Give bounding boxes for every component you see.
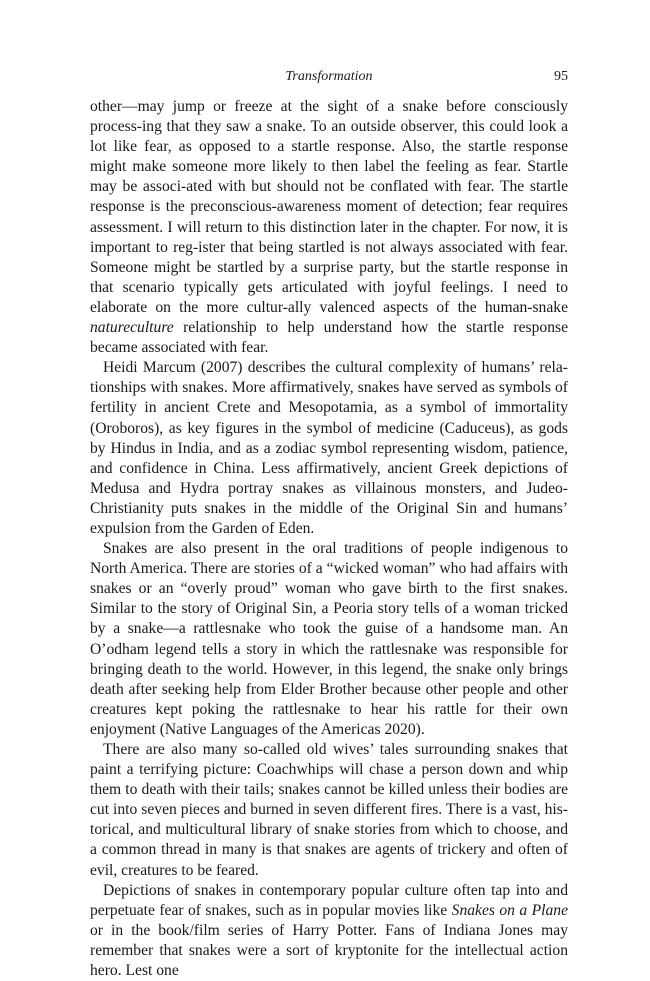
paragraph-1 [90, 97, 568, 358]
text-span: relationship to help understand how the startle response became associated with fear. [90, 319, 568, 357]
paragraph-5 [90, 881, 568, 981]
running-head [90, 67, 568, 89]
text-span: Snakes are also present in the oral traditions of people indigenous to North America. There are stories of a “wicked woman” who had affairs with snakes or an “overly proud” woman who gave birth to the first snakes. Similar to the story of Original Sin, a Peoria story tells of a woman tricked by a snake—a rattlesnake who took the guise of a handsome man. An O’odham legend tells a story in which the rattlesnake was responsible for bringing death to the world. However, in this legend, the snake only brings death after seeking help from Elder Brother because other people and other creatures kept poking the rattlesnake to hear his rattle for their own enjoyment (Native Languages of the Americas 2020). [90, 540, 568, 738]
paragraph-3 [90, 539, 568, 740]
italic-title: Snakes on a Plane [451, 901, 568, 919]
body-text [90, 97, 568, 981]
italic-term: natureculture [90, 319, 174, 337]
text-span: There are also many so-called old wives’ tales surrounding snakes that paint a terrifying picture: Coachwhips will chase a person down and whip them to death with their tails; snakes cannot be killed unless their bodies are cut into seven pieces and burned in seven different fires. There is a vast, his-torical, and multicultural library of snake stories from which to choose, and a common thread in many is that snakes are agents of trickery and often of evil, creatures to be feared. [90, 741, 568, 879]
text-span: Depictions of snakes in contemporary popular culture often tap into and perpetuate fear of snakes, such as in popular movies like [90, 881, 568, 919]
paragraph-2 [90, 358, 568, 539]
text-span: other—may jump or freeze at the sight of a snake before consciously process-ing that they saw a snake. To an outside observer, this could look a lot like fear, as opposed to a startle response. Also, the startle response might make someone more likely to then label the feeling as fear. Startle may be associ-ated with but should not be conflated with fear. The startle response is the preconscious-awareness moment of detection; fear requires assessment. I will return to this distinction later in the chapter. For now, it is important to reg-ister that being startled is not always associated with fear. Someone might be startled by a surprise party, but the startle response in that scenario typically gets articulated with joyful feelings. I need to elaborate on the more cultur-ally valenced aspects of the human-snake [90, 98, 568, 316]
running-title: Transformation [285, 69, 373, 84]
paragraph-4 [90, 740, 568, 881]
text-span: Heidi Marcum (2007) describes the cultural complexity of humans’ rela-tionships with snakes. More affirmatively, snakes have served as symbols of fertility in ancient Crete and Mesopotamia, as a symbol of immortality (Oroboros), as key figures in the symbol of medicine (Caduceus), as gods by Hindus in India, and as a zodiac symbol representing wisdom, patience, and confidence in China. Less affirmatively, ancient Greek depictions of Medusa and Hydra portray snakes as villainous monsters, and Judeo-Christianity puts snakes in the middle of the Original Sin and humans’ expulsion from the Garden of Eden. [90, 359, 568, 537]
page-number: 95 [554, 69, 568, 84]
text-span: or in the book/film series of Harry Potter. Fans of Indiana Jones may remember that snakes were a sort of kryptonite for the intellectual action hero. Lest one [90, 921, 568, 980]
